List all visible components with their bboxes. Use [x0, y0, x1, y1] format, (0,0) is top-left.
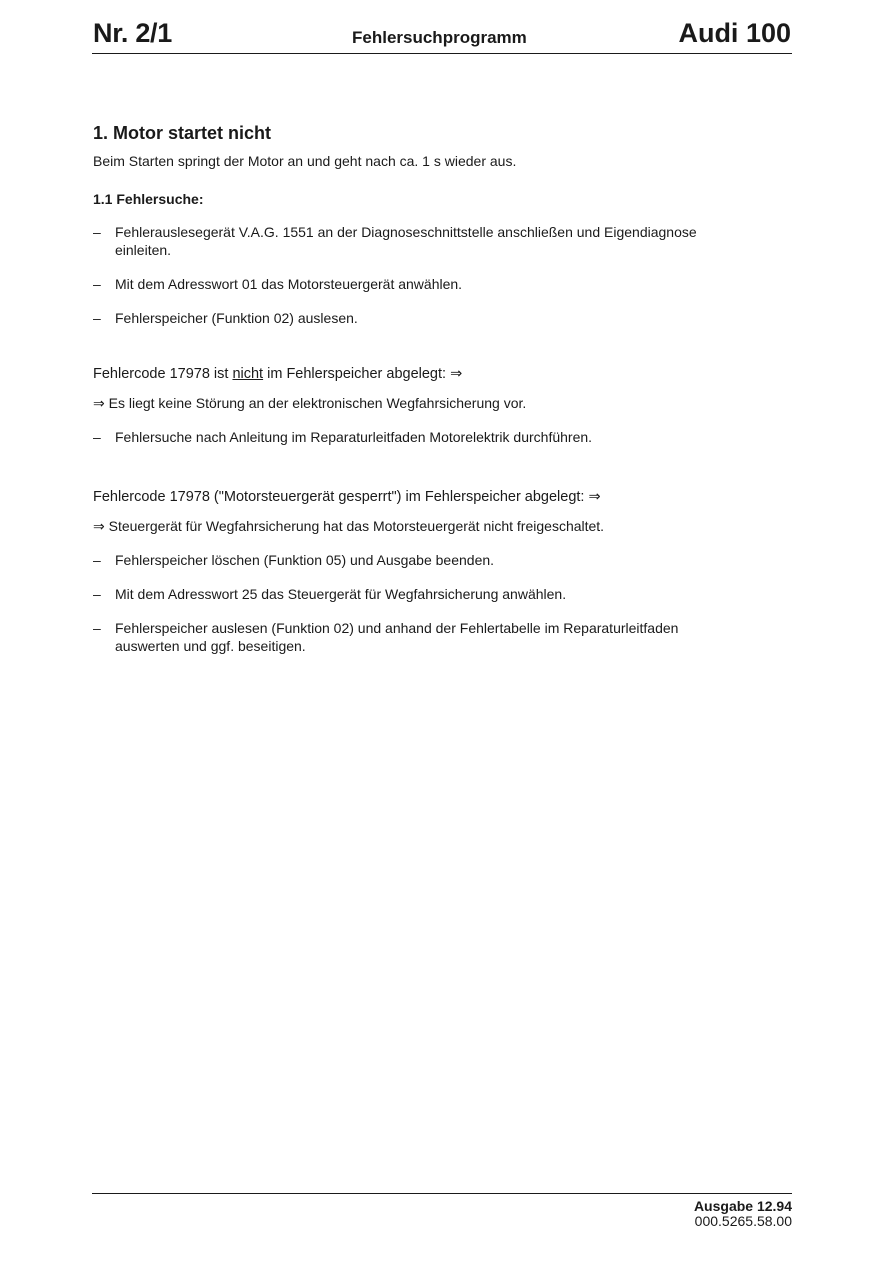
list-item	[93, 223, 713, 259]
case-b-steps	[93, 551, 713, 655]
step-text: Fehlerspeicher (Funktion 02) auslesen.	[115, 310, 358, 326]
step-text: Fehlerspeicher löschen (Funktion 05) und Ausgabe beenden.	[115, 552, 495, 568]
dash-bullet: –	[93, 276, 101, 292]
step-text: Fehlerauslesegerät V.A.G. 1551 an der Diagnoseschnittstelle anschließen und Eigendiagnose einleiten.	[115, 224, 697, 258]
vehicle-model: Audi 100	[678, 18, 791, 48]
header-divider	[92, 53, 792, 54]
step-text: Fehlersuche nach Anleitung im Reparaturleitfaden Motorelektrik durchführen.	[115, 429, 593, 445]
case-a-condition	[93, 365, 713, 383]
dash-bullet: –	[93, 310, 101, 326]
document-number: Nr. 2/1	[93, 18, 172, 48]
section-heading: 1. Motor startet nicht	[93, 123, 272, 143]
step-text: Fehlerspeicher auslesen (Funktion 02) und anhand der Fehlertabelle im Reparaturleitfaden auswerten und ggf. beseitigen.	[115, 620, 679, 654]
document-title: Fehlersuchprogramm	[352, 28, 527, 47]
diagnosis-steps	[93, 223, 713, 327]
dash-bullet: –	[93, 620, 101, 636]
subsection-heading: 1.1 Fehlersuche:	[93, 191, 204, 207]
list-item	[93, 551, 713, 569]
list-item	[93, 619, 713, 655]
list-item	[93, 428, 713, 446]
list-item	[93, 309, 713, 327]
case-b-condition: Fehlercode 17978 ("Motorsteuergerät gesperrt") im Fehlerspeicher abgelegt: ⇒	[93, 489, 601, 505]
condition-text: Fehlercode 17978 ist	[93, 366, 233, 382]
dash-bullet: –	[93, 586, 101, 602]
content-body	[93, 122, 713, 655]
condition-text: im Fehlerspeicher abgelegt: ⇒	[263, 366, 463, 382]
case-a-steps	[93, 428, 713, 446]
document-code: 000.5265.58.00	[694, 1213, 792, 1229]
case-a-result: ⇒ Es liegt keine Störung an der elektronischen Wegfahrsicherung vor.	[93, 395, 527, 411]
dash-bullet: –	[93, 552, 101, 568]
case-b-result: ⇒ Steuergerät für Wegfahrsicherung hat das Motorsteuergerät nicht freigeschaltet.	[93, 518, 605, 534]
dash-bullet: –	[93, 224, 101, 240]
condition-emphasis: nicht	[232, 366, 264, 382]
list-item	[93, 275, 713, 293]
dash-bullet: –	[93, 429, 101, 445]
list-item	[93, 585, 713, 603]
footer-divider	[92, 1193, 792, 1194]
edition-label: Ausgabe 12.94	[693, 1198, 792, 1214]
step-text: Mit dem Adresswort 01 das Motorsteuergerät anwählen.	[115, 276, 463, 292]
step-text: Mit dem Adresswort 25 das Steuergerät für Wegfahrsicherung anwählen.	[115, 586, 567, 602]
section-intro: Beim Starten springt der Motor an und geht nach ca. 1 s wieder aus.	[93, 153, 517, 169]
